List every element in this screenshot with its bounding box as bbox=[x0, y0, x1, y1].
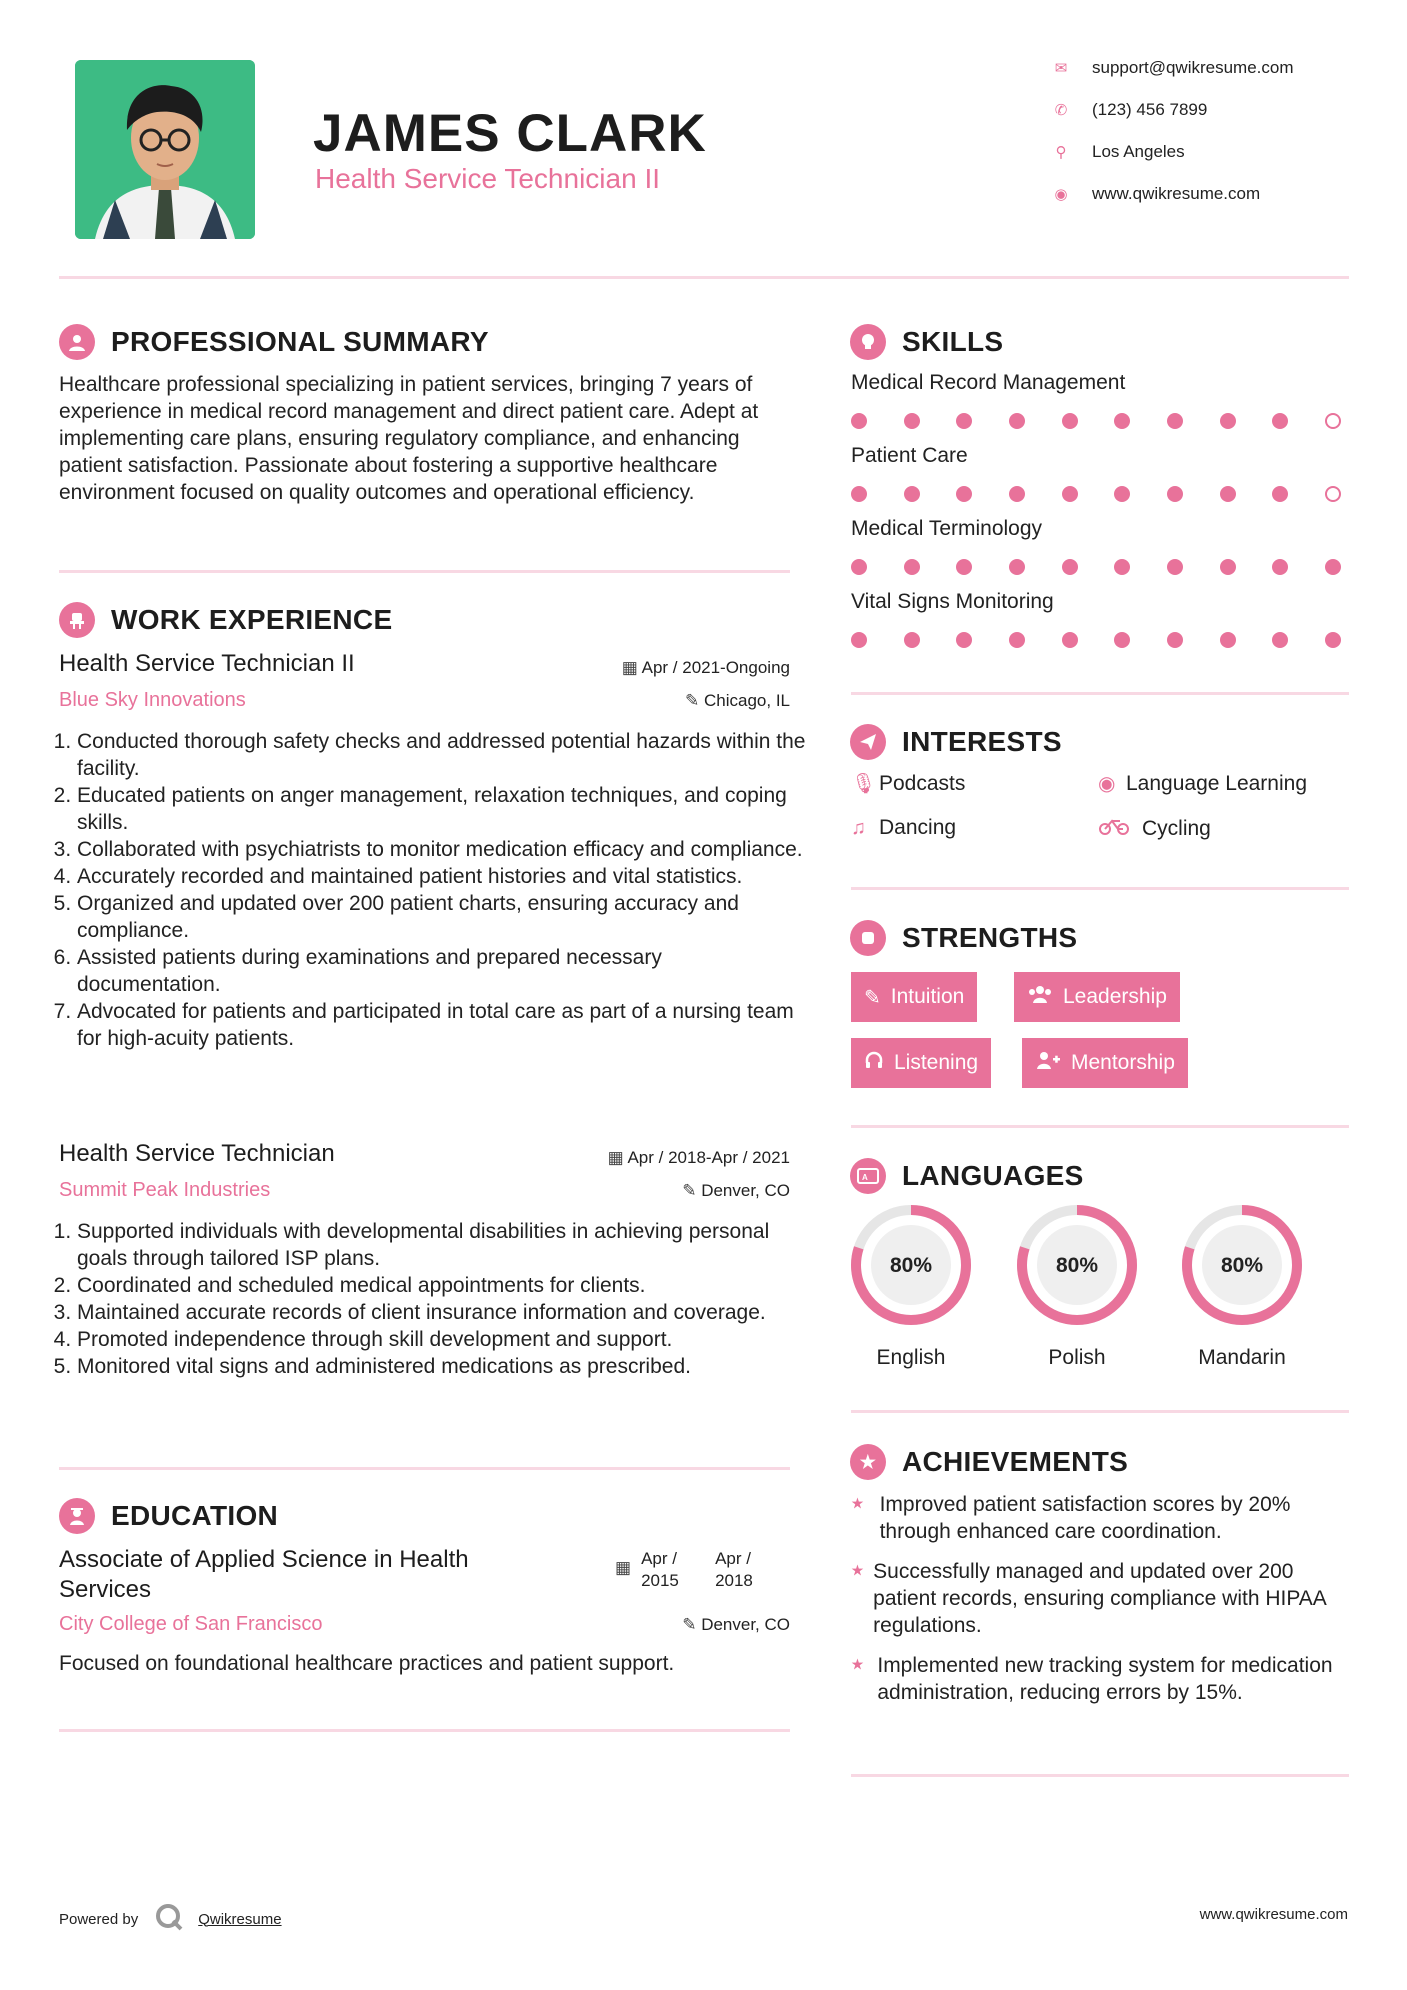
education-text: Focused on foundational healthcare practices and patient support. bbox=[59, 1652, 675, 1675]
list-item: 4. Promoted independence through skill development and support. bbox=[77, 1326, 807, 1353]
strength-label: Mentorship bbox=[1071, 1051, 1175, 1074]
contact-website[interactable] bbox=[1050, 184, 1260, 204]
job-1-date bbox=[622, 658, 790, 678]
education-title: EDUCATION bbox=[111, 1500, 279, 1531]
summary-heading bbox=[59, 324, 489, 360]
magic-wand-icon: ✎ bbox=[864, 986, 881, 1009]
languages-title: LANGUAGES bbox=[902, 1160, 1084, 1191]
skills-title: SKILLS bbox=[902, 326, 1004, 357]
interests-divider bbox=[851, 887, 1349, 890]
svg-text:A: A bbox=[862, 1173, 869, 1182]
achievement-text: Successfully managed and updated over 200 patient records, ensuring compliance with HIPAA regulations. bbox=[873, 1560, 1326, 1637]
education-date-start: Apr / 2015 bbox=[641, 1549, 679, 1590]
skill-dot-filled bbox=[851, 632, 867, 648]
skill-dot-filled bbox=[1220, 486, 1236, 502]
list-item: 6. Assisted patients during examinations and prepared necessary documentation. bbox=[77, 944, 807, 998]
user-plus-icon bbox=[1035, 1050, 1061, 1076]
language-label: Polish bbox=[1048, 1346, 1106, 1369]
list-item: 2. Educated patients on anger management, relaxation techniques, and coping skills. bbox=[77, 782, 807, 836]
candidate-role: Health Service Technician II bbox=[315, 163, 660, 194]
interests-title: INTERESTS bbox=[902, 726, 1062, 757]
strength-label: Listening bbox=[894, 1051, 979, 1074]
footer-powered bbox=[59, 1902, 282, 1936]
pin-icon: ✎ bbox=[685, 691, 700, 710]
skill-dot-filled bbox=[1220, 632, 1236, 648]
music-note-icon: ♫ bbox=[851, 816, 866, 839]
globe-icon: ◉ bbox=[1054, 186, 1068, 203]
achievements-title: ACHIEVEMENTS bbox=[902, 1446, 1129, 1477]
interest-label: Podcasts bbox=[879, 771, 966, 795]
skill-dot-filled bbox=[956, 559, 972, 575]
strengths-title: STRENGTHS bbox=[902, 922, 1078, 953]
microphone-icon: 🎙︎ bbox=[851, 773, 877, 795]
strength-tag bbox=[851, 972, 977, 1022]
list-item: 5. Organized and updated over 200 patient charts, ensuring accuracy and compliance. bbox=[77, 890, 807, 944]
skill-dot-filled bbox=[1325, 632, 1341, 648]
job-2-date-text: Apr / 2018-Apr / 2021 bbox=[627, 1148, 790, 1167]
skill-dot-filled bbox=[1114, 559, 1130, 575]
skill-dot-filled bbox=[1272, 559, 1288, 575]
skill-label: Patient Care bbox=[851, 444, 968, 467]
skill-dot-filled bbox=[1167, 413, 1183, 429]
contact-email[interactable] bbox=[1050, 58, 1294, 78]
skills-divider bbox=[851, 692, 1349, 695]
contact-phone-text: (123) 456 7899 bbox=[1092, 100, 1208, 119]
job-2-company: Summit Peak Industries bbox=[59, 1179, 271, 1201]
skill-dot-filled bbox=[1272, 632, 1288, 648]
list-item: 2. Coordinated and scheduled medical appointments for clients. bbox=[77, 1272, 807, 1299]
calendar-icon: ▦ bbox=[607, 1148, 624, 1167]
list-item: 1. Conducted thorough safety checks and addressed potential hazards within the facility. bbox=[77, 728, 807, 782]
contact-website-text: www.qwikresume.com bbox=[1092, 184, 1261, 203]
skill-dot-empty bbox=[1325, 486, 1341, 502]
job-1-company: Blue Sky Innovations bbox=[59, 689, 246, 711]
skills-heading bbox=[850, 324, 1003, 360]
envelope-icon: ✉ bbox=[1054, 60, 1068, 77]
skill-dot-filled bbox=[1114, 486, 1130, 502]
skill-dot-filled bbox=[904, 632, 920, 648]
summary-text: Healthcare professional specializing in patient services, bringing 7 years of experience in medical record management and direct patient care. Adept at implementing care plans, ensuring regulatory compliance, and enhancing patient satisfaction. Passionate about fostering a supportive healthcare environment focused on quality outcomes and operational efficiency. bbox=[59, 373, 759, 504]
strength-tag bbox=[1022, 1038, 1188, 1088]
pin-icon: ✎ bbox=[682, 1615, 697, 1634]
language-card-icon bbox=[850, 1158, 886, 1194]
achievement-text: Improved patient satisfaction scores by 20% through enhanced care coordination. bbox=[879, 1493, 1291, 1543]
location-pin-icon: ⚲ bbox=[1055, 144, 1067, 161]
calendar-icon: ▦ bbox=[615, 1558, 632, 1577]
summary-title: PROFESSIONAL SUMMARY bbox=[111, 326, 489, 357]
paper-plane-icon bbox=[850, 724, 886, 760]
lightbulb-icon bbox=[850, 324, 886, 360]
skill-dot-filled bbox=[904, 559, 920, 575]
skill-dot-filled bbox=[956, 413, 972, 429]
language-percent: 80% bbox=[889, 1254, 933, 1277]
pin-icon: ✎ bbox=[682, 1181, 697, 1200]
skill-dot-filled bbox=[851, 413, 867, 429]
education-date-end: Apr / 2018 bbox=[715, 1549, 753, 1590]
user-icon bbox=[59, 324, 95, 360]
skill-dots bbox=[851, 632, 1341, 648]
skill-row-3 bbox=[851, 590, 1341, 648]
star-badge-icon: ★ bbox=[850, 1444, 886, 1480]
achievements-heading bbox=[850, 1444, 1128, 1480]
skill-label: Medical Record Management bbox=[851, 371, 1126, 394]
skill-label: Vital Signs Monitoring bbox=[851, 590, 1054, 613]
achievement-item bbox=[851, 1491, 1351, 1545]
interest-label: Dancing bbox=[879, 816, 957, 839]
shooting-star-icon: ⭑ bbox=[851, 1489, 864, 1516]
contact-email-text: support@qwikresume.com bbox=[1092, 58, 1294, 77]
achievement-text: Implemented new tracking system for medication administration, reducing errors by 15%. bbox=[877, 1654, 1333, 1704]
interest-item bbox=[851, 771, 965, 796]
graduate-icon bbox=[59, 1498, 95, 1534]
phone-icon: ✆ bbox=[1054, 102, 1068, 119]
skill-row-1 bbox=[851, 444, 1341, 502]
skill-dot-filled bbox=[851, 559, 867, 575]
experience-divider bbox=[59, 1467, 790, 1470]
education-degree: Associate of Applied Science in Health Services bbox=[59, 1546, 469, 1603]
list-item: 3. Maintained accurate records of client insurance information and coverage. bbox=[77, 1299, 807, 1326]
qwikresume-logo-icon bbox=[154, 1902, 184, 1936]
skill-dot-filled bbox=[956, 632, 972, 648]
profile-photo bbox=[75, 60, 255, 239]
languages-heading bbox=[850, 1158, 1084, 1194]
language-ring bbox=[849, 1203, 973, 1370]
education-school: City College of San Francisco bbox=[59, 1613, 323, 1635]
languages-divider bbox=[851, 1410, 1349, 1413]
list-item: 3. Collaborated with psychiatrists to monitor medication efficacy and compliance. bbox=[77, 836, 807, 863]
brand-link[interactable]: Qwikresume bbox=[198, 1910, 282, 1928]
strengths-heading bbox=[850, 920, 1077, 956]
users-icon bbox=[1027, 984, 1053, 1010]
interest-item bbox=[1098, 816, 1211, 842]
skill-dot-filled bbox=[1167, 559, 1183, 575]
job-2-location-text: Denver, CO bbox=[701, 1181, 790, 1200]
skill-dot-filled bbox=[1220, 413, 1236, 429]
strength-label: Intuition bbox=[890, 985, 965, 1008]
skill-dot-filled bbox=[1009, 559, 1025, 575]
list-item: 5. Monitored vital signs and administered medications as prescribed. bbox=[77, 1353, 807, 1380]
skill-dot-filled bbox=[1167, 632, 1183, 648]
skill-dot-filled bbox=[1062, 486, 1078, 502]
education-divider bbox=[59, 1729, 790, 1732]
skill-dot-filled bbox=[1062, 632, 1078, 648]
calendar-icon: ▦ bbox=[621, 658, 638, 677]
skill-dot-filled bbox=[956, 486, 972, 502]
language-percent: 80% bbox=[1220, 1254, 1264, 1277]
skill-dot-filled bbox=[1167, 486, 1183, 502]
summary-divider bbox=[59, 570, 790, 573]
job-2-location bbox=[682, 1181, 790, 1201]
shooting-star-icon: ⭑ bbox=[851, 1556, 864, 1583]
skill-label: Medical Terminology bbox=[851, 517, 1043, 540]
language-label: English bbox=[876, 1346, 946, 1369]
job-1-location-text: Chicago, IL bbox=[704, 691, 790, 710]
skill-row-0 bbox=[851, 371, 1341, 429]
progress-ring bbox=[1180, 1203, 1304, 1327]
skill-dot-filled bbox=[904, 486, 920, 502]
globe-icon: ◉ bbox=[1098, 773, 1116, 795]
interest-item bbox=[851, 816, 956, 840]
language-ring bbox=[1180, 1203, 1304, 1370]
education-heading bbox=[59, 1498, 278, 1534]
interests-heading bbox=[850, 724, 1062, 760]
headphones-icon bbox=[864, 1050, 884, 1076]
achievement-item bbox=[851, 1558, 1351, 1639]
skill-dot-filled bbox=[1009, 486, 1025, 502]
progress-ring bbox=[849, 1203, 973, 1327]
strength-tag bbox=[851, 1038, 991, 1088]
powered-by-text: Powered by bbox=[59, 1910, 139, 1928]
strengths-divider bbox=[851, 1125, 1349, 1128]
skill-dots bbox=[851, 486, 1341, 502]
skill-dot-filled bbox=[851, 486, 867, 502]
language-percent: 80% bbox=[1055, 1254, 1099, 1277]
education-location-text: Denver, CO bbox=[701, 1615, 790, 1634]
education-location bbox=[682, 1615, 790, 1635]
skill-row-2 bbox=[851, 517, 1341, 575]
experience-heading bbox=[59, 602, 392, 638]
header-divider bbox=[59, 276, 1349, 279]
job-2-date bbox=[608, 1148, 790, 1168]
job-1-title: Health Service Technician II bbox=[59, 650, 355, 677]
contact-location bbox=[1050, 142, 1185, 162]
list-item: 4. Accurately recorded and maintained patient histories and vital statistics. bbox=[77, 863, 807, 890]
skill-dots bbox=[851, 413, 1341, 429]
job-1-date-text: Apr / 2021-Ongoing bbox=[641, 658, 790, 677]
shooting-star-icon: ⭑ bbox=[851, 1650, 864, 1677]
strength-label: Leadership bbox=[1063, 985, 1167, 1008]
contact-phone[interactable] bbox=[1050, 100, 1207, 120]
interest-item bbox=[1098, 771, 1307, 796]
skill-dot-filled bbox=[1272, 486, 1288, 502]
footer-url[interactable]: www.qwikresume.com bbox=[1199, 1906, 1348, 1923]
skill-dots bbox=[851, 559, 1341, 575]
fist-icon bbox=[850, 920, 886, 956]
list-item: 7. Advocated for patients and participated in total care as part of a nursing team for high-acuity patients. bbox=[77, 998, 807, 1052]
interest-label: Language Learning bbox=[1126, 771, 1308, 795]
skill-dot-filled bbox=[1062, 413, 1078, 429]
experience-title: WORK EXPERIENCE bbox=[111, 604, 393, 635]
bicycle-icon bbox=[1098, 816, 1142, 842]
progress-ring bbox=[1015, 1203, 1139, 1327]
skill-dot-filled bbox=[1325, 559, 1341, 575]
language-ring bbox=[1015, 1203, 1139, 1370]
skill-dot-filled bbox=[1220, 559, 1236, 575]
job-2-bullets bbox=[59, 1218, 807, 1380]
education-date bbox=[615, 1548, 759, 1592]
skill-dot-filled bbox=[1062, 559, 1078, 575]
achievement-item bbox=[851, 1652, 1351, 1706]
interest-label: Cycling bbox=[1142, 817, 1211, 840]
skill-dot-filled bbox=[1009, 413, 1025, 429]
strength-tag bbox=[1014, 972, 1180, 1022]
job-2-title: Health Service Technician bbox=[59, 1140, 335, 1167]
list-item: 1. Supported individuals with developmental disabilities in achieving personal goals through tailored ISP plans. bbox=[77, 1218, 807, 1272]
skill-dot-filled bbox=[1272, 413, 1288, 429]
job-1-bullets bbox=[59, 728, 807, 1052]
contact-location-text: Los Angeles bbox=[1092, 142, 1185, 161]
candidate-name: JAMES CLARK bbox=[313, 104, 707, 163]
language-label: Mandarin bbox=[1198, 1346, 1286, 1369]
skill-dot-filled bbox=[1009, 632, 1025, 648]
chair-icon bbox=[59, 602, 95, 638]
skill-dot-empty bbox=[1325, 413, 1341, 429]
skill-dot-filled bbox=[904, 413, 920, 429]
skill-dot-filled bbox=[1114, 413, 1130, 429]
skill-dot-filled bbox=[1114, 632, 1130, 648]
achievements-divider bbox=[851, 1774, 1349, 1777]
job-1-location bbox=[685, 691, 790, 711]
